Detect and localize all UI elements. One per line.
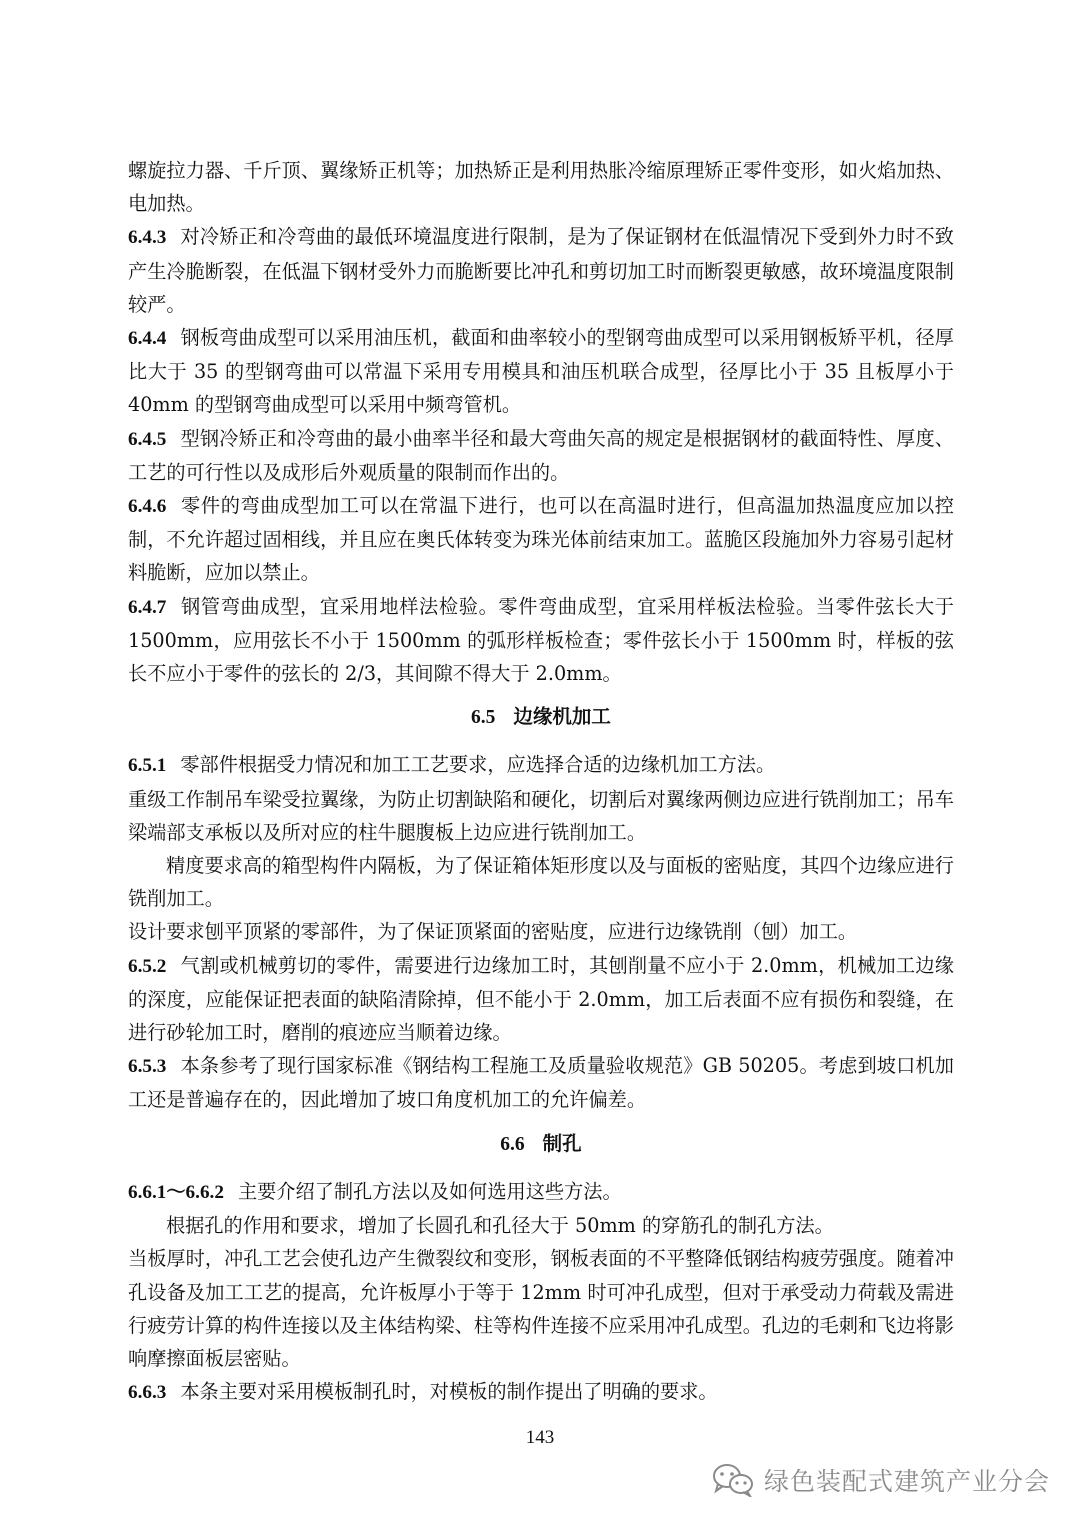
paragraph bbox=[128, 422, 954, 489]
clause-number: 6.5.1 bbox=[128, 755, 167, 777]
clause-number: 6.5.3 bbox=[128, 1056, 167, 1078]
section-title: 边缘机加工 bbox=[513, 705, 611, 729]
page-number: 143 bbox=[525, 1427, 555, 1448]
paragraph-text: 零部件根据受力情况和加工工艺要求，应选择合适的边缘机加工方法。 bbox=[180, 753, 776, 777]
clause-number: 6.4.3 bbox=[128, 227, 167, 249]
paragraph bbox=[128, 1049, 954, 1116]
section-heading bbox=[128, 1127, 954, 1161]
wechat-icon bbox=[712, 1463, 754, 1497]
paragraph bbox=[128, 949, 954, 1050]
paragraph bbox=[128, 489, 954, 590]
section-number: 6.6 bbox=[500, 1133, 525, 1155]
paragraph-text: 主要介绍了制孔方法以及如何选用这些方法。 bbox=[237, 1179, 622, 1203]
paragraph-text: 对冷矫正和冷弯曲的最低环境温度进行限制，是为了保证钢材在低温情况下受到外力时不致产生冷脆断裂，在低温下钢材受外力而脆断要比冲孔和剪切加工时而断裂更敏感，故环境温度限制较严。 bbox=[128, 225, 954, 316]
paragraph bbox=[128, 590, 954, 691]
section-number: 6.5 bbox=[471, 707, 496, 729]
paragraph-text: 精度要求高的箱型构件内隔板，为了保证箱体矩形度以及与面板的密贴度，其四个边缘应进行铣削加工。 bbox=[128, 854, 954, 911]
paragraph-text: 根据孔的作用和要求，增加了长圆孔和孔径大于 50mm 的穿筋孔的制孔方法。 bbox=[166, 1214, 834, 1238]
section-heading bbox=[128, 700, 954, 734]
paragraph bbox=[128, 915, 954, 948]
watermark-text: 绿色装配式建筑产业分会 bbox=[763, 1467, 1050, 1496]
clause-number: 6.6.3 bbox=[128, 1382, 167, 1404]
clause-number: 6.5.2 bbox=[128, 955, 167, 977]
paragraph-text: 本条主要对采用模板制孔时，对模板的制作提出了明确的要求。 bbox=[180, 1380, 718, 1404]
document-body bbox=[128, 154, 954, 1409]
paragraph-text: 本条参考了现行国家标准《钢结构工程施工及质量验收规范》GB 50205。考虑到坡口机加工还是普遍存在的，因此增加了坡口角度机加工的允许偏差。 bbox=[128, 1054, 954, 1112]
paragraph bbox=[128, 154, 954, 220]
paragraph bbox=[128, 783, 954, 849]
paragraph-text: 钢管弯曲成型，宜采用地样法检验。零件弯曲成型，宜采用样板法检验。当零件弦长大于 1500mm，应用弦长不小于 1500mm 的弧形样板检查；零件弦长小于 1500mm 时，样板的弦长不应小于零件的弦长的 2/3，其间隙不得大于 2.0mm。 bbox=[128, 594, 954, 686]
paragraph bbox=[128, 321, 954, 422]
clause-number: 6.4.5 bbox=[128, 428, 167, 450]
paragraph bbox=[128, 849, 954, 915]
clause-number: 6.4.7 bbox=[128, 596, 167, 618]
paragraph-text: 气割或机械剪切的零件，需要进行边缘加工时，其刨削量不应小于 2.0mm，机械加工边缘的深度，应能保证把表面的缺陷清除掉，但不能小于 2.0mm，加工后表面不应有损伤和裂缝，在进行砂轮加工时，磨削的痕迹应当顺着边缘。 bbox=[128, 953, 954, 1045]
paragraph bbox=[128, 1209, 954, 1242]
section-title: 制孔 bbox=[542, 1131, 582, 1155]
paragraph-text: 重级工作制吊车梁受拉翼缘，为防止切割缺陷和硬化，切割后对翼缘两侧边应进行铣削加工；吊车梁端部支承板以及所对应的柱牛腿腹板上边应进行铣削加工。 bbox=[128, 787, 954, 844]
watermark bbox=[712, 1460, 1050, 1500]
paragraph bbox=[128, 1375, 954, 1409]
clause-number: 6.4.6 bbox=[128, 496, 167, 518]
paragraph-text: 型钢冷矫正和冷弯曲的最小曲率半径和最大弯曲矢高的规定是根据钢材的截面特性、厚度、工艺的可行性以及成形后外观质量的限制而作出的。 bbox=[128, 426, 954, 484]
paragraph-text: 零件的弯曲成型加工可以在常温下进行，也可以在高温时进行，但高温加热温度应加以控制，不允许超过固相线，并且应在奥氏体转变为珠光体前结束加工。蓝脆区段施加外力容易引起材料脆断，应加以禁止。 bbox=[128, 494, 954, 585]
paragraph bbox=[128, 1242, 954, 1375]
paragraph bbox=[128, 748, 954, 782]
paragraph bbox=[128, 220, 954, 321]
paragraph-text: 设计要求刨平顶紧的零部件，为了保证顶紧面的密贴度，应进行边缘铣削（刨）加工。 bbox=[128, 920, 858, 944]
clause-number: 6.4.4 bbox=[128, 328, 167, 350]
clause-number: 6.6.1～6.6.2 bbox=[128, 1181, 224, 1203]
paragraph-text: 螺旋拉力器、千斤顶、翼缘矫正机等；加热矫正是利用热胀冷缩原理矫正零件变形，如火焰加热、电加热。 bbox=[128, 159, 954, 216]
paragraph bbox=[128, 1175, 954, 1209]
paragraph-text: 当板厚时，冲孔工艺会使孔边产生微裂纹和变形，钢板表面的不平整降低钢结构疲劳强度。随着冲孔设备及加工工艺的提高，允许板厚小于等于 12mm 时可冲孔成型，但对于承受动力荷载及需进行疲劳计算的构件连接以及主体结构梁、柱等构件连接不应采用冲孔成型。孔边的毛刺和飞边将影响摩擦面板层密贴。 bbox=[128, 1247, 954, 1370]
paragraph-text: 钢板弯曲成型可以采用油压机，截面和曲率较小的型钢弯曲成型可以采用钢板矫平机，径厚比大于 35 的型钢弯曲可以常温下采用专用模具和油压机联合成型，径厚比小于 35 且板厚小于 40mm 的型钢弯曲成型可以采用中频弯管机。 bbox=[128, 326, 954, 417]
